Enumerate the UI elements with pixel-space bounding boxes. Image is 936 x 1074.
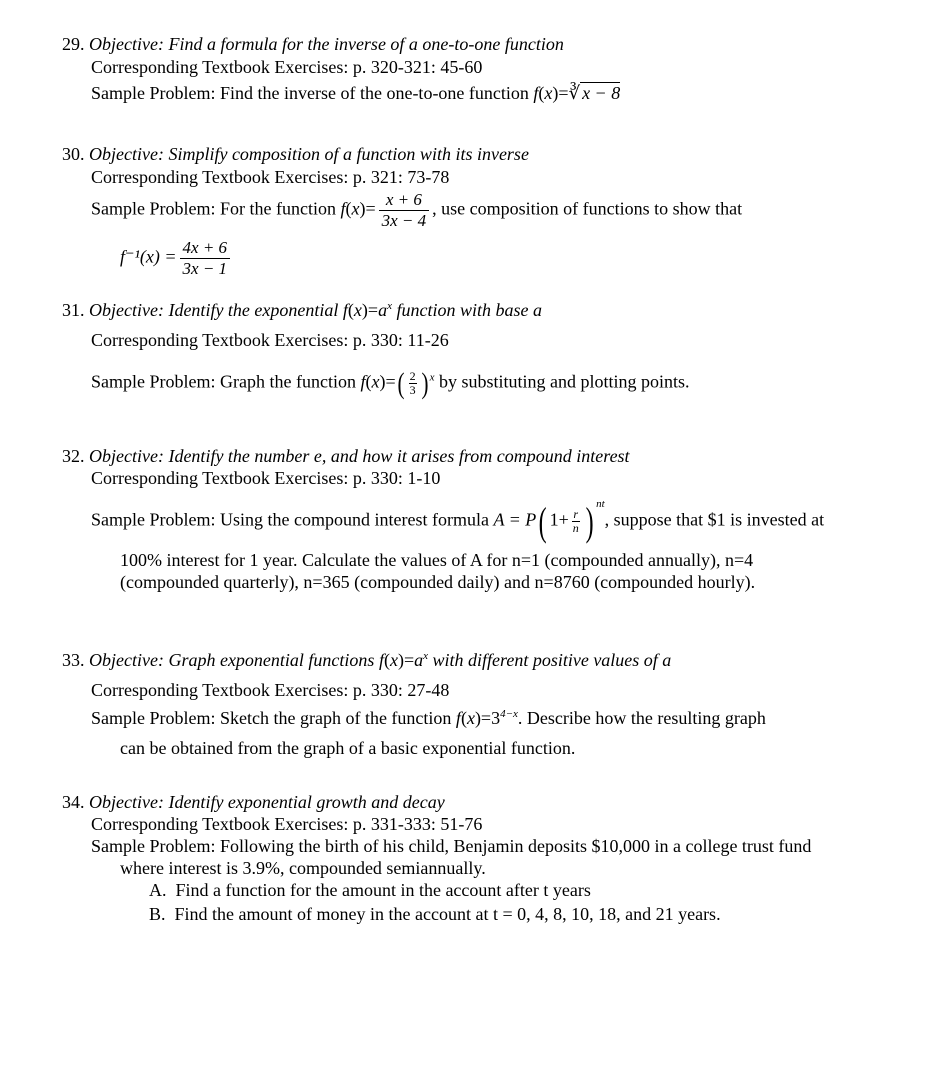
item-number: 32. xyxy=(62,446,85,466)
fraction-r-n: $\frac{r}{n}$ xyxy=(572,507,579,535)
item-32-line3: (compounded quarterly), n=365 (compounded daily) and n=8760 (compounded hourly). xyxy=(120,572,756,592)
item-34-line2: where interest is 3.9%, compounded semiannually. xyxy=(120,858,486,878)
item-32-line2: 100% interest for 1 year. Calculate the values of A for n=1 (compounded annually), n=4 xyxy=(120,550,754,570)
item-29-exercises: Corresponding Textbook Exercises: p. 320-321: 45-60 xyxy=(91,57,483,77)
sample-text-after: , use composition of functions to show that xyxy=(432,198,743,219)
radical-sign: ∛ xyxy=(568,83,581,103)
item-30-sample: Sample Problem: For the function f(x)= $\frac{x + 6}{3x - 4}$ , use composition of functions to show that xyxy=(91,190,743,230)
item-34-exercises: Corresponding Textbook Exercises: p. 331-333: 51-76 xyxy=(91,814,483,834)
math-f: f xyxy=(533,83,539,103)
item-30-inverse xyxy=(120,238,233,279)
item-32-objective xyxy=(62,445,630,467)
item-29-objective xyxy=(62,33,564,55)
item-34-subitem-a xyxy=(149,879,591,901)
subitem-text: Find the amount of money in the account at t = 0, 4, 8, 10, 18, and 21 years. xyxy=(174,904,721,924)
objective-text: Objective: Graph exponential functions xyxy=(89,650,375,670)
sample-text-after: , suppose that $1 is invested at xyxy=(604,509,825,530)
item-33-line2: can be obtained from the graph of a basic exponential function. xyxy=(120,738,576,758)
sample-text-after: by substituting and plotting points. xyxy=(439,371,690,392)
sample-text: Sample Problem: Sketch the graph of the function xyxy=(91,708,452,728)
sample-text: Sample Problem: Find the inverse of the one-to-one function xyxy=(91,83,529,103)
exponent: x xyxy=(429,371,435,384)
item-number: 34. xyxy=(62,792,85,812)
math-x: x xyxy=(544,83,553,103)
objective-text: Objective: Identify the exponential xyxy=(89,300,339,320)
exponent: nt xyxy=(596,497,605,510)
item-31-sample: Sample Problem: Graph the function f(x)=( $\frac{2}{3}$ ) $^x$ by substituting and plotting points. xyxy=(91,366,690,400)
sample-text: Sample Problem: Graph the function xyxy=(91,371,356,392)
objective-text: Objective: Find a formula for the inverse of a one-to-one function xyxy=(89,34,564,54)
item-30-exercises: Corresponding Textbook Exercises: p. 321: 73-78 xyxy=(91,167,450,187)
subitem-text: Find a function for the amount in the account after t years xyxy=(175,880,591,900)
math-eq: = xyxy=(558,83,569,103)
item-32-exercises: Corresponding Textbook Exercises: p. 330: 1-10 xyxy=(91,468,441,488)
item-number: 31. xyxy=(62,300,85,320)
item-number: 30. xyxy=(62,144,85,164)
objective-text-after: with different positive values of a xyxy=(432,650,672,670)
item-30-objective xyxy=(62,143,529,165)
item-number: 33. xyxy=(62,650,85,670)
item-29-sample: Sample Problem: Find the inverse of the one-to-one function f(x)=∛ x − 8 xyxy=(91,83,621,103)
item-31-exercises: Corresponding Textbook Exercises: p. 330: 11-26 xyxy=(91,330,449,350)
item-34-sample: Sample Problem: Following the birth of his child, Benjamin deposits $10,000 in a college trust fund xyxy=(91,836,812,856)
exponent: 4−x xyxy=(500,708,518,720)
radicand: x − 8 xyxy=(582,83,621,103)
subitem-label: B. xyxy=(149,904,166,924)
item-33-objective: 33. Objective: Graph exponential functions $f(x)=a^x$ with different positive values of a xyxy=(62,650,672,670)
fraction-2-3: $\frac{2}{3}$ xyxy=(409,369,416,397)
item-31-objective: 31. Objective: Identify the exponential $f(x)=a^x$ function with base a xyxy=(62,300,542,320)
fraction-4x-plus-6: $\frac{4x + 6}{3x - 1}$ xyxy=(180,238,231,279)
item-33-exercises: Corresponding Textbook Exercises: p. 330: 27-48 xyxy=(91,680,450,700)
fraction-x-plus-6: $\frac{x + 6}{3x - 4}$ xyxy=(379,190,430,231)
sample-text: Sample Problem: Using the compound interest formula xyxy=(91,509,489,530)
subitem-label: A. xyxy=(149,880,167,900)
item-number: 29. xyxy=(62,34,85,54)
sample-text-after: . Describe how the resulting graph xyxy=(517,708,766,728)
formula-A: A = P xyxy=(493,509,537,530)
objective-text: Objective: Identify exponential growth and decay xyxy=(89,792,445,812)
objective-text: Objective: Identify the number e, and how it arises from compound interest xyxy=(89,446,630,466)
item-32-sample: Sample Problem: Using the compound interest formula A = P( 1+ $\frac{r}{n}$ ) $^{nt}$, suppose that $1 is invested at xyxy=(91,497,825,544)
objective-text: Objective: Simplify composition of a function with its inverse xyxy=(89,144,529,164)
base: 3 xyxy=(491,708,501,728)
sample-text: Sample Problem: For the function xyxy=(91,198,336,219)
item-33-sample: Sample Problem: Sketch the graph of the function $f(x)=3^{4-x}$. Describe how the resulting graph xyxy=(91,708,766,728)
objective-text-after: function with base a xyxy=(396,300,542,320)
item-34-objective xyxy=(62,791,445,813)
inverse-label: f⁻¹(x) = xyxy=(120,246,177,267)
item-34-subitem-b xyxy=(149,903,721,925)
